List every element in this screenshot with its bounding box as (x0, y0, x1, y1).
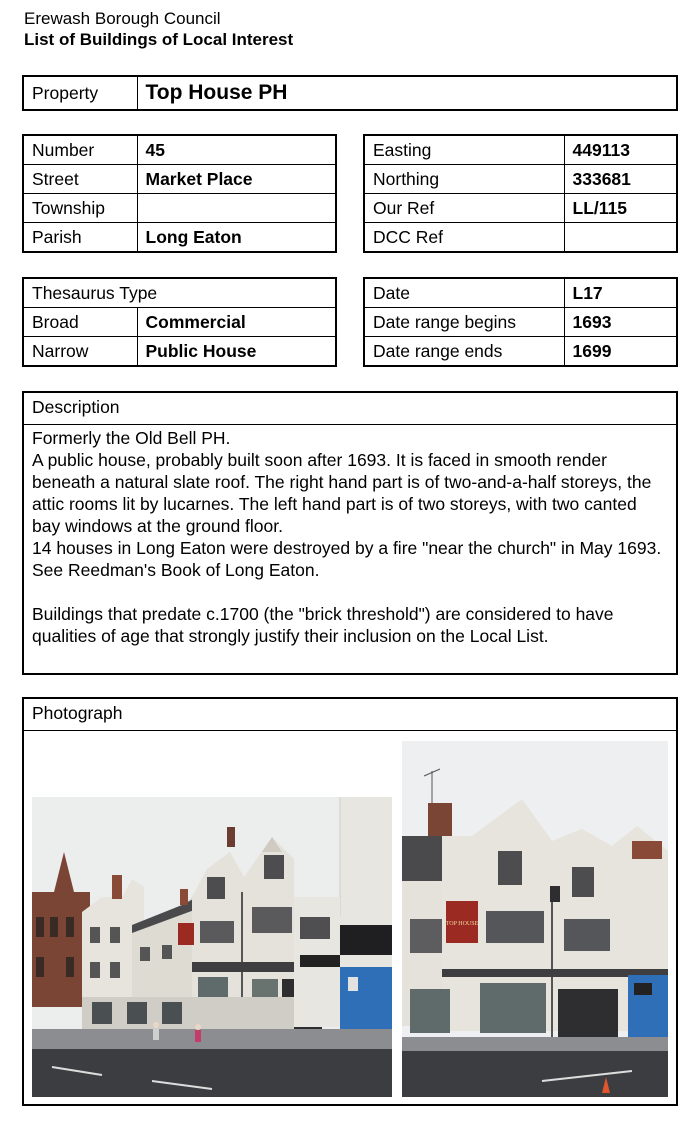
dating-table (363, 277, 678, 367)
photograph-heading: Photograph (24, 699, 676, 731)
description-paragraph-1: Formerly the Old Bell PH. A public house, probably built soon after 1693. It is faced in smooth render beneath a natural slate roof. The right hand part is of two-and-a-half storeys, the attic rooms lit by lucarnes. The left hand part is of two storeys, with two canted bay windows at the ground floor. 14 houses in Long Eaton were destroyed by a fire "near the church" in May 1693. See Reedman's Book of Long Eaton. (32, 428, 662, 580)
parish-value: Long Eaton (137, 223, 336, 253)
parish-label: Parish (23, 223, 137, 253)
thesaurus-table (22, 277, 337, 367)
number-label: Number (23, 135, 137, 165)
township-value (137, 194, 336, 223)
property-label: Property (23, 76, 137, 110)
street-value: Market Place (137, 165, 336, 194)
street-photo-left (32, 797, 392, 1097)
date-label: Date (364, 278, 564, 308)
address-table (22, 134, 337, 253)
council-name: Erewash Borough Council (24, 9, 221, 28)
northing-value: 333681 (564, 165, 677, 194)
pub-sign-text: TOP HOUSE (445, 921, 479, 927)
date-value: L17 (564, 278, 677, 308)
date-range-ends-value: 1699 (564, 337, 677, 367)
number-value: 45 (137, 135, 336, 165)
property-table (22, 75, 678, 111)
narrow-label: Narrow (23, 337, 137, 367)
photograph-box (22, 697, 678, 1106)
date-range-begins-label: Date range begins (364, 308, 564, 337)
list-title: List of Buildings of Local Interest (24, 30, 294, 49)
description-paragraph-2: Buildings that predate c.1700 (the "brick threshold") are considered to have qualities of age that strongly justify their inclusion on the Local List. (32, 604, 614, 646)
dcc-ref-value (564, 223, 677, 253)
northing-label: Northing (364, 165, 564, 194)
address-row-street (23, 165, 336, 194)
description-box (22, 391, 678, 675)
address-row-parish (23, 223, 336, 253)
grid-ref-table (363, 134, 678, 253)
property-value: Top House PH (137, 76, 677, 110)
easting-label: Easting (364, 135, 564, 165)
narrow-value: Public House (137, 337, 336, 367)
street-photo-right (402, 741, 668, 1097)
date-range-ends-label: Date range ends (364, 337, 564, 367)
broad-value: Commercial (137, 308, 336, 337)
street-label: Street (23, 165, 137, 194)
dcc-ref-label: DCC Ref (364, 223, 564, 253)
easting-value: 449113 (564, 135, 677, 165)
address-row-township (23, 194, 336, 223)
our-ref-label: Our Ref (364, 194, 564, 223)
date-range-begins-value: 1693 (564, 308, 677, 337)
address-row-number (23, 135, 336, 165)
description-body (24, 425, 676, 649)
description-heading: Description (24, 393, 676, 425)
township-label: Township (23, 194, 137, 223)
broad-label: Broad (23, 308, 137, 337)
our-ref-value: LL/115 (564, 194, 677, 223)
thesaurus-heading: Thesaurus Type (23, 278, 336, 308)
